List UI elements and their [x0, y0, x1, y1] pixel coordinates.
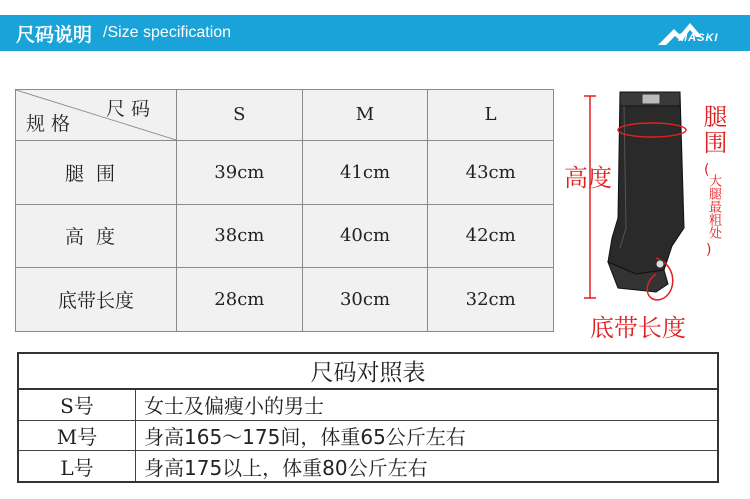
- header-bar: [0, 15, 750, 51]
- cell-value: 28cm: [177, 268, 303, 332]
- table-row: [18, 451, 718, 482]
- ref-desc: 身高165～175间，体重65公斤左右: [136, 420, 719, 451]
- cell-value: 42cm: [428, 204, 554, 268]
- cell-value: 40cm: [302, 204, 428, 268]
- row-label: 高度: [16, 204, 177, 268]
- cell-value: 32cm: [428, 268, 554, 332]
- row-label: 腿围: [16, 140, 177, 204]
- strap-length-label: 底带长度: [590, 314, 686, 342]
- cell-value: 30cm: [302, 268, 428, 332]
- size-spec-table: [15, 89, 554, 332]
- leg-note-close: ): [706, 242, 712, 258]
- corner-cell: [16, 90, 177, 141]
- cell-value: 39cm: [177, 140, 303, 204]
- cell-value: 38cm: [177, 204, 303, 268]
- page-title: 尺码说明: [16, 24, 93, 46]
- table-header-row: [16, 90, 554, 141]
- table-row: [16, 268, 554, 332]
- size-header-s: S: [177, 90, 303, 141]
- height-label: 高度: [564, 164, 612, 192]
- cell-value: 43cm: [428, 140, 554, 204]
- ref-size: M号: [18, 420, 136, 451]
- ref-size: S号: [18, 389, 136, 420]
- logo-text: MASKI: [678, 32, 719, 44]
- table-row: [18, 420, 718, 451]
- ref-size: L号: [18, 451, 136, 482]
- table-row: [16, 204, 554, 268]
- gaiter-illustration: [560, 78, 750, 348]
- ref-desc: 身高175以上，体重80公斤左右: [136, 451, 719, 482]
- table-row: [16, 140, 554, 204]
- size-reference-table: [17, 352, 719, 483]
- ref-desc: 女士及偏瘦小的男士: [136, 389, 719, 420]
- size-header-m: M: [302, 90, 428, 141]
- leg-note-open: (: [704, 162, 710, 178]
- row-label: 底带长度: [16, 268, 177, 332]
- leg-circ-label: 腿围: [699, 104, 727, 156]
- leg-note: 大腿最粗处: [706, 174, 721, 239]
- reference-title: 尺码对照表: [18, 353, 718, 389]
- cell-value: 41cm: [302, 140, 428, 204]
- corner-label-spec: 规格: [26, 112, 77, 135]
- corner-label-size: 尺码: [105, 98, 156, 120]
- table-row: [18, 389, 718, 420]
- page-subtitle: /Size specification: [103, 24, 232, 41]
- brand-logo: [656, 19, 736, 49]
- reference-header-row: [18, 353, 718, 389]
- size-header-l: L: [428, 90, 554, 141]
